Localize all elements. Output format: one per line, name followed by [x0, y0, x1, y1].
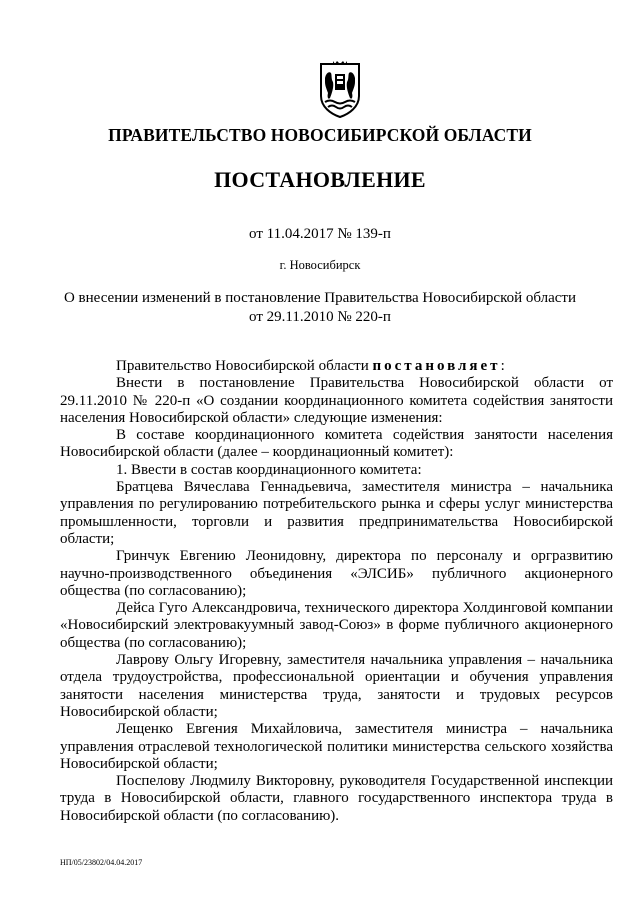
paragraph: Братцева Вячеслава Геннадьевича, заместителя министра – начальника управления по регулированию потребительского рынка и сферы услуг министерства промышленности, торговли и развития предпринимательства Новосибирской области; — [60, 479, 613, 547]
resolve-word: постановляет — [372, 358, 501, 374]
city: г. Новосибирск — [279, 258, 361, 272]
subject-line-1: О внесении изменений в постановление Правительства Новосибирской области — [63, 290, 577, 306]
paragraph: Гринчук Евгению Леонидовну, директора по персоналу и оргразвитию научно-производственного объединения «ЭЛСИБ» публичного акционерного общества (по согласованию); — [60, 548, 613, 599]
paragraph: Дейса Гуго Александровича, технического директора Холдинговой компании «Новосибирский электровакуумный завод-Союз» в форме публичного акционерного общества (по согласованию); — [60, 600, 613, 651]
paragraph: Лаврову Ольгу Игоревну, заместителя начальника управления – начальника отдела трудоустройства, профессиональной ориентации и обучения управления занятости населения министерства труда, занятости и трудовых ресурсов Новосибирской области; — [60, 652, 613, 720]
paragraph: Внести в постановление Правительства Новосибирской области от 29.11.2010 № 220-п «О создании координационного комитета содействия занятости населения Новосибирской области» следующие изменения: — [60, 375, 613, 426]
subject-line-2: от 29.11.2010 № 220-п — [249, 309, 391, 325]
preamble-suffix: : — [500, 358, 505, 374]
paragraph: Поспелову Людмилу Викторовну, руководителя Государственной инспекции труда в Новосибирской области, главного государственного инспектора труда в Новосибирской области (по согласованию). — [60, 773, 613, 824]
date-and-number: от 11.04.2017 № 139-п — [249, 226, 391, 242]
document-type: ПОСТАНОВЛЕНИЕ — [214, 167, 426, 192]
coat-of-arms-icon — [318, 60, 362, 118]
organization-title: ПРАВИТЕЛЬСТВО НОВОСИБИРСКОЙ ОБЛАСТИ — [108, 125, 532, 145]
document-subject — [0, 289, 640, 327]
preamble-prefix: Правительство Новосибирской области — [116, 358, 373, 374]
paragraph: 1. Ввести в состав координационного комитета: — [116, 461, 422, 478]
preamble — [60, 358, 613, 375]
paragraph: В составе координационного комитета содействия занятости населения Новосибирской области (далее – координационный комитет): — [60, 427, 613, 461]
document-body — [60, 358, 613, 825]
document-code: НП/05/23802/04.04.2017 — [60, 858, 143, 867]
paragraph: Лещенко Евгения Михайловича, заместителя министра – начальника управления отраслевой технологической политики министерства сельского хозяйства Новосибирской области; — [60, 721, 613, 772]
